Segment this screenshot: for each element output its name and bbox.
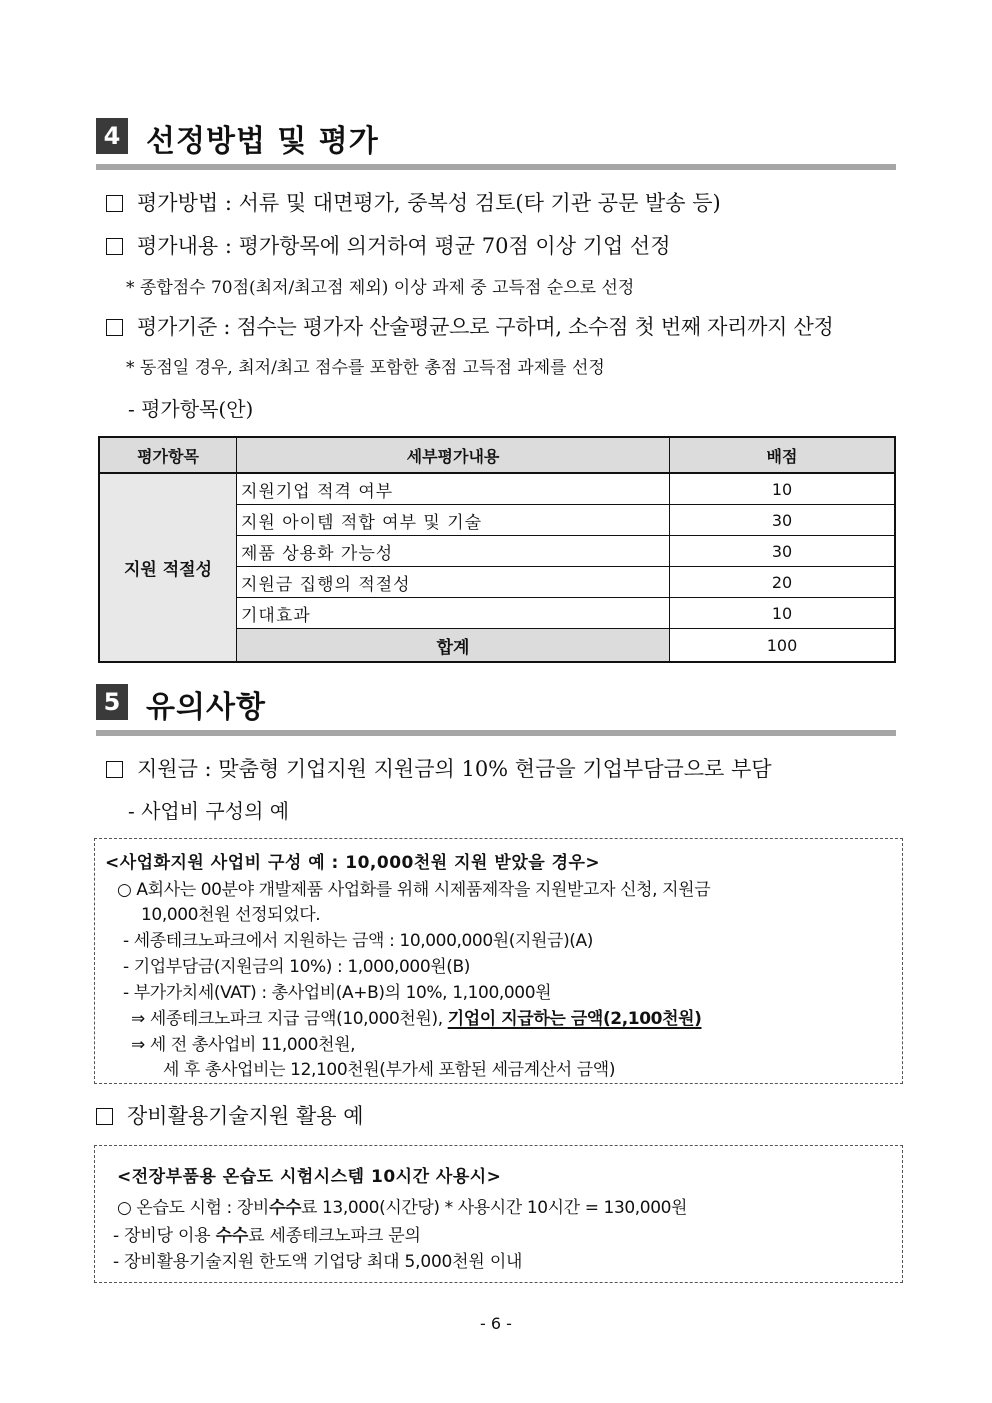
- line-text: - 장비당 이용: [113, 1226, 216, 1246]
- note-total-score: * 종합점수 70점(최저/최고점 제외) 이상 과제 중 고득점 순으로 선정: [126, 278, 635, 298]
- box-line: - 기업부담금(지원금의 10%) : 1,000,000원(B): [123, 957, 470, 977]
- header-detail: 세부평가내용: [237, 437, 670, 473]
- support-fund-item: [106, 753, 772, 783]
- evaluation-method-item: [106, 187, 721, 217]
- box-line: - 세종테크노파크에서 지원하는 금액 : 10,000,000원(지원금)(A): [123, 931, 593, 951]
- total-label-cell: 합계: [237, 629, 670, 663]
- checkbox-icon: [96, 1108, 113, 1125]
- evaluation-table: [98, 436, 896, 663]
- evaluation-content-item: [106, 230, 671, 260]
- detail-cell: 지원 아이템 적합 여부 및 기술: [237, 505, 670, 536]
- detail-cell: 제품 상용화 가능성: [237, 536, 670, 567]
- section-divider: [96, 164, 896, 170]
- evaluation-criteria-item: [106, 311, 833, 341]
- box-line: 세 후 총사업비는 12,100천원(부가세 포함된 세금계산서 금액): [163, 1060, 616, 1080]
- section-divider: [96, 730, 896, 736]
- box-line: - 부가가치세(VAT) : 총사업비(A+B)의 10%, 1,100,000원: [123, 983, 552, 1003]
- equipment-example-box: [94, 1145, 903, 1283]
- box-line: ⇒ 세 전 총사업비 11,000천원,: [131, 1035, 356, 1055]
- table-header-row: [99, 437, 895, 473]
- box-line: [113, 1221, 421, 1246]
- section-title: 선정방법 및 평가: [146, 124, 379, 159]
- box-line: [131, 1004, 702, 1029]
- box-line: [117, 1193, 687, 1218]
- budget-example-box: [94, 838, 903, 1084]
- line-text: ⇒ 세종테크노파크 지급 금액(10,000천원),: [131, 1009, 448, 1029]
- section-number: 5: [96, 684, 128, 720]
- line-text: 료 13,000(시간당) * 사용시간 10시간 = 130,000원: [300, 1198, 688, 1218]
- section-title: 유의사항: [146, 690, 266, 725]
- box-line: ○ A회사는 00분야 개발제품 사업화를 위해 시제품제작을 지원받고자 신청, 지원금: [117, 880, 711, 900]
- highlight-text: 기업이 지급하는 금액(2,100천원): [447, 1009, 702, 1029]
- page-number: - 6 -: [480, 1314, 512, 1333]
- item-text: 평가내용 : 평가항목에 의거하여 평균 70점 이상 기업 선정: [137, 234, 671, 258]
- section-number: 4: [96, 118, 128, 154]
- score-cell: 20: [670, 567, 896, 598]
- header-score: 배점: [670, 437, 896, 473]
- box-title: <사업화지원 사업비 구성 예 : 10,000천원 지원 받았을 경우>: [105, 853, 601, 873]
- score-cell: 30: [670, 536, 896, 567]
- header-eval-item: 평가항목: [99, 437, 237, 473]
- checkbox-icon: [106, 319, 123, 336]
- checkbox-icon: [106, 761, 123, 778]
- box-title: <전장부품용 온습도 시험시스템 10시간 사용시>: [117, 1167, 502, 1187]
- item-text: 평가기준 : 점수는 평가자 산술평균으로 구하며, 소수점 첫 번째 자리까지 산정: [137, 315, 834, 339]
- group-cell: 지원 적절성: [99, 473, 237, 662]
- bold-text: 수수: [268, 1198, 301, 1218]
- item-text: 장비활용기술지원 활용 예: [127, 1104, 364, 1128]
- detail-cell: 기대효과: [237, 598, 670, 629]
- line-text: 료 세종테크노파크 문의: [248, 1226, 421, 1246]
- checkbox-icon: [106, 238, 123, 255]
- detail-cell: 지원금 집행의 적절성: [237, 567, 670, 598]
- item-text: 평가방법 : 서류 및 대면평가, 중복성 검토(타 기관 공문 발송 등): [137, 191, 721, 215]
- score-cell: 30: [670, 505, 896, 536]
- total-score-cell: 100: [670, 629, 896, 663]
- evaluation-items-label: - 평가항목(안): [128, 397, 254, 421]
- equipment-support-item: [96, 1100, 364, 1130]
- detail-cell: 지원기업 적격 여부: [237, 473, 670, 505]
- budget-example-label: - 사업비 구성의 예: [128, 799, 290, 823]
- box-line: - 장비활용기술지원 한도액 기업당 최대 5,000천원 이내: [113, 1252, 523, 1272]
- checkbox-icon: [106, 195, 123, 212]
- bold-text: 수수: [215, 1226, 249, 1246]
- item-text: 지원금 : 맞춤형 기업지원 지원금의 10% 현금을 기업부담금으로 부담: [137, 757, 772, 781]
- line-text: ○ 온습도 시험 : 장비: [117, 1198, 269, 1218]
- score-cell: 10: [670, 598, 896, 629]
- note-tie-break: * 동점일 경우, 최저/최고 점수를 포함한 총점 고득점 과제를 선정: [126, 358, 605, 378]
- box-line: 10,000천원 선정되었다.: [141, 905, 321, 925]
- score-cell: 10: [670, 473, 896, 505]
- table-row: [99, 473, 895, 505]
